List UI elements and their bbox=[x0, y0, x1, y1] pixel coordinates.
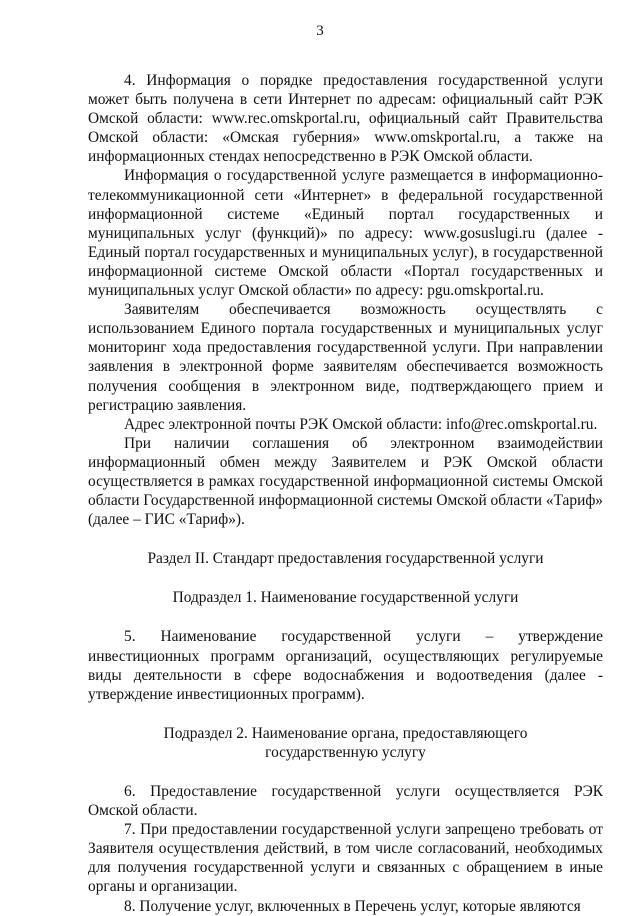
paragraph-6: 6. Предоставление государственной услуги осуществляется РЭК Омской области. bbox=[88, 783, 603, 820]
paragraph-5: 5. Наименование государственной услуги – утверждение инвестиционных программ организаций, осуществляющих регулируемые виды деятельности в сфере водоснабжения и водоотведения (далее - утверждение инвестиционных программ). bbox=[88, 628, 603, 703]
paragraph-info-internet: Информация о государственной услуге размещается в информационно-телекоммуникационной сети «Интернет» в федеральной государственной информационной системе «Единый портал государственных и муниципальных услуг (функций)» по адресу: www.gosuslugi.ru (далее - Единый портал государственных и муниципальных услуг), в государственной информационной системе Омской области «Портал государственных и муниципальных услуг Омской области» по адресу: pgu.omskportal.ru. bbox=[88, 167, 603, 300]
document-body bbox=[88, 71, 603, 916]
paragraph-monitoring: Заявителям обеспечивается возможность осуществлять с использованием Единого портала государственных и муниципальных услуг мониторинг хода предоставления государственной услуги. При направлении заявления в электронной форме заявителям обеспечивается возможность получения сообщения в электронном виде, подтверждающего прием и регистрацию заявления. bbox=[88, 301, 603, 414]
paragraph-4: 4. Информация о порядке предоставления государственной услуги может быть получена в сети Интернет по адресам: официальный сайт РЭК Омской области: www.rec.omskportal.ru, официальный сайт Правительства Омской области: «Омская губерния» www.omskportal.ru, а также на информационных стендах непосредственно в РЭК Омской области. bbox=[88, 72, 603, 166]
section-title: Раздел II. Стандарт предоставления государственной услуги bbox=[147, 550, 544, 568]
subsection-2-title: Подраздел 2. Наименование органа, предоставляющего государственную услугу bbox=[163, 724, 528, 761]
paragraph-email: Адрес электронной почты РЭК Омской области: info@rec.omskportal.ru. bbox=[124, 415, 598, 433]
page-number: 3 bbox=[316, 23, 324, 39]
subsection-1-title: Подраздел 1. Наименование государственной услуги bbox=[172, 589, 519, 607]
paragraph-electronic-exchange: При наличии соглашения об электронном взаимодействии информационный обмен между Заявителем и РЭК Омской области осуществляется в рамках государственной информационной системы Омской области Государственной информационной системы Омской области «Тариф» (далее – ГИС «Тариф»). bbox=[88, 434, 603, 529]
paragraph-7: 7. При предоставлении государственной услуги запрещено требовать от Заявителя осуществления действий, в том числе согласований, необходимых для получения государственной услуги и связанных с обращением в иные органы и организации. bbox=[88, 821, 603, 896]
paragraph-8: 8. Получение услуг, включенных в Перечень услуг, которые являются bbox=[124, 897, 581, 915]
